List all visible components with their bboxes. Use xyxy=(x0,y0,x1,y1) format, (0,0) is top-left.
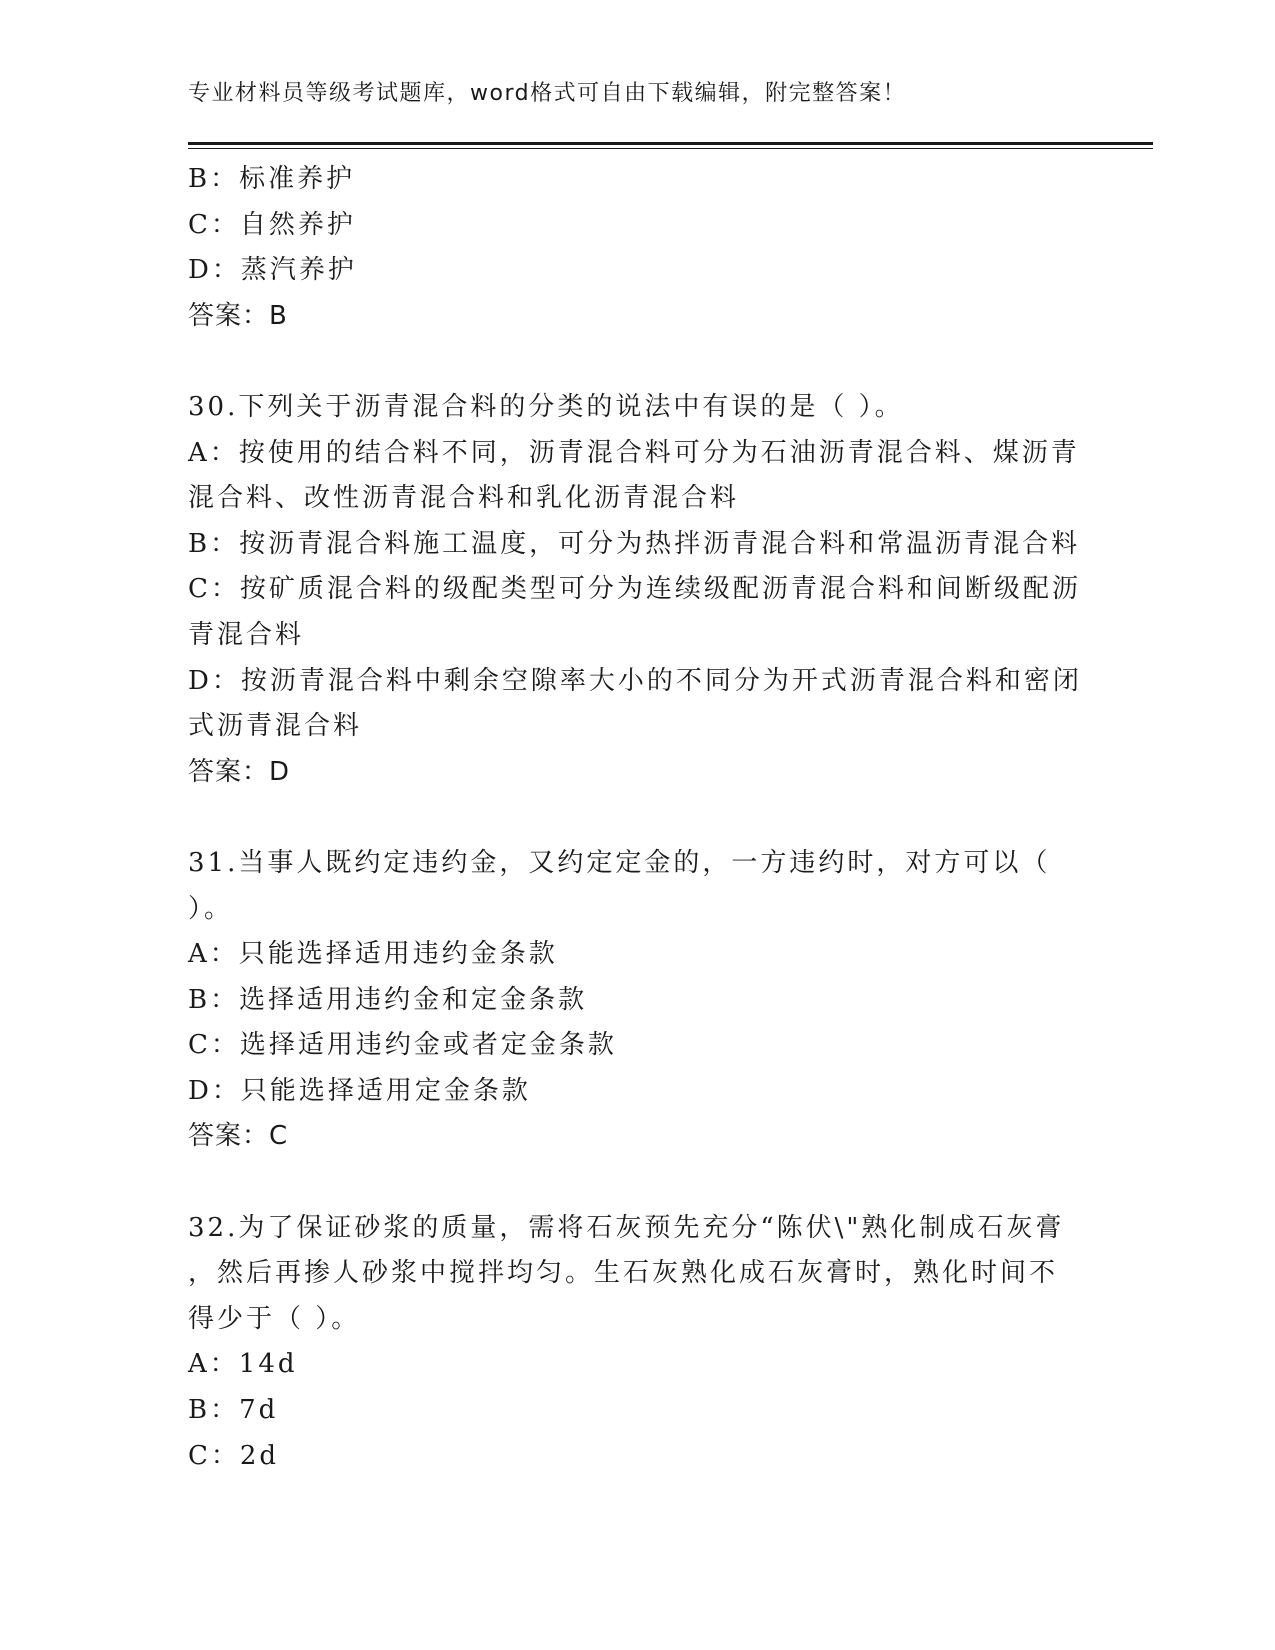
option-line: 混合料、改性沥青混合料和乳化沥青混合料 xyxy=(188,483,740,514)
option-line: A：只能选择适用违约金条款 xyxy=(188,939,558,970)
spacer xyxy=(188,339,1088,385)
option-line: B：标准养护 xyxy=(188,164,356,194)
option-line: B：按沥青混合料施工温度，可分为热拌沥青混合料和常温沥青混合料 xyxy=(188,528,1081,559)
spacer xyxy=(188,1160,1088,1206)
answer-line: 答案：C xyxy=(188,1121,289,1152)
option-line: 青混合料 xyxy=(188,619,305,650)
option-line: A：按使用的结合料不同，沥青混合料可分为石油沥青混合料、煤沥青 xyxy=(188,437,1080,468)
page-header: 专业材料员等级考试题库，word格式可自由下载编辑，附完整答案！ xyxy=(188,81,907,106)
option-line: A：14d xyxy=(188,1349,298,1380)
answer-line: 答案：B xyxy=(188,300,288,331)
option-line: D：按沥青混合料中剩余空隙率大小的不同分为开式沥青混合料和密闭 xyxy=(188,665,1082,696)
answer-line: 答案：D xyxy=(188,756,291,787)
option-line: C：选择适用违约金或者定金条款 xyxy=(188,1030,617,1061)
question-30 xyxy=(188,385,1088,795)
option-line: C：自然养护 xyxy=(188,209,356,240)
question-stem: ）。 xyxy=(188,893,234,924)
option-line: D：蒸汽养护 xyxy=(188,255,357,286)
option-line: D：只能选择适用定金条款 xyxy=(188,1075,531,1106)
option-line: C：按矿质混合料的级配类型可分为连续级配沥青混合料和间断级配沥 xyxy=(188,574,1081,605)
spacer xyxy=(188,795,1088,841)
question-stem: 得少于（ ）。 xyxy=(188,1303,361,1334)
question-stem: 32.为了保证砂浆的质量，需将石灰预先充分“陈伏\"熟化制成石灰膏 xyxy=(188,1212,1065,1243)
question-32 xyxy=(188,1206,1088,1480)
option-line: B：7d xyxy=(188,1395,279,1426)
option-line: 式沥青混合料 xyxy=(188,711,363,742)
header-rule-thin xyxy=(188,148,1153,149)
question-stem: ，然后再掺人砂浆中搅拌均匀。生石灰熟化成石灰膏时，熟化时间不 xyxy=(188,1258,1059,1289)
option-line: B：选择适用违约金和定金条款 xyxy=(188,984,588,1015)
header-rule-thick xyxy=(188,142,1153,145)
question-31 xyxy=(188,841,1088,1160)
prev-question xyxy=(188,157,1088,339)
option-line: C：2d xyxy=(188,1440,280,1471)
question-stem: 31.当事人既约定违约金，又约定定金的，一方违约时，对方可以（ xyxy=(188,847,1051,878)
question-content xyxy=(188,157,1088,1479)
question-stem: 30.下列关于沥青混合料的分类的说法中有误的是（ ）。 xyxy=(188,391,904,422)
